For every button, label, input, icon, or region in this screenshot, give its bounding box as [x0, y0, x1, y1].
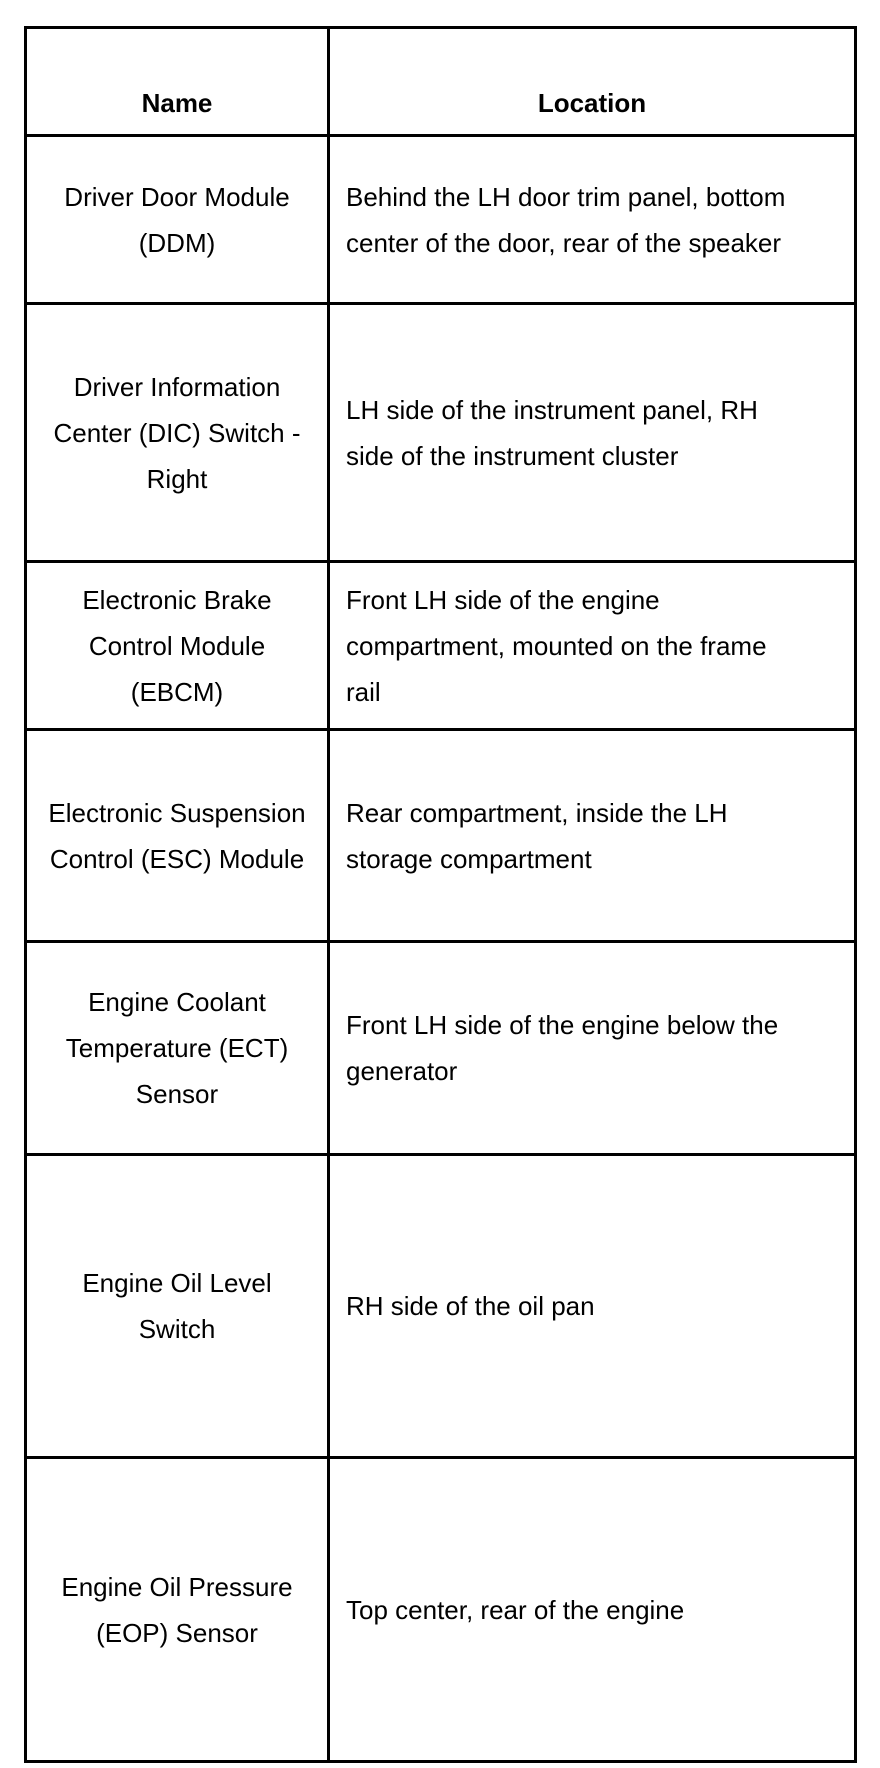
component-name: Electronic Brake Control Module (EBCM) [26, 562, 329, 730]
component-name: Driver Door Module (DDM) [26, 136, 329, 304]
table-row [26, 942, 856, 1155]
header-name: Name [26, 28, 329, 136]
component-name: Engine Oil Pressure (EOP) Sensor [26, 1458, 329, 1762]
table-header-row [26, 28, 856, 136]
component-location: Top center, rear of the engine [329, 1458, 856, 1762]
table-row [26, 562, 856, 730]
component-location: LH side of the instrument panel, RH side of the instrument cluster [329, 304, 856, 562]
component-name: Electronic Suspension Control (ESC) Module [26, 730, 329, 942]
component-location: Front LH side of the engine below the generator [329, 942, 856, 1155]
component-location-table [24, 26, 857, 1763]
component-location: Rear compartment, inside the LH storage compartment [329, 730, 856, 942]
table-row [26, 730, 856, 942]
table-row [26, 1155, 856, 1458]
component-name: Engine Oil Level Switch [26, 1155, 329, 1458]
table-row [26, 304, 856, 562]
component-location: RH side of the oil pan [329, 1155, 856, 1458]
component-name: Engine Coolant Temperature (ECT) Sensor [26, 942, 329, 1155]
component-location: Behind the LH door trim panel, bottom center of the door, rear of the speaker [329, 136, 856, 304]
component-location: Front LH side of the engine compartment, mounted on the frame rail [329, 562, 856, 730]
table-row [26, 136, 856, 304]
table-row [26, 1458, 856, 1762]
component-name: Driver Information Center (DIC) Switch - Right [26, 304, 329, 562]
header-location: Location [329, 28, 856, 136]
